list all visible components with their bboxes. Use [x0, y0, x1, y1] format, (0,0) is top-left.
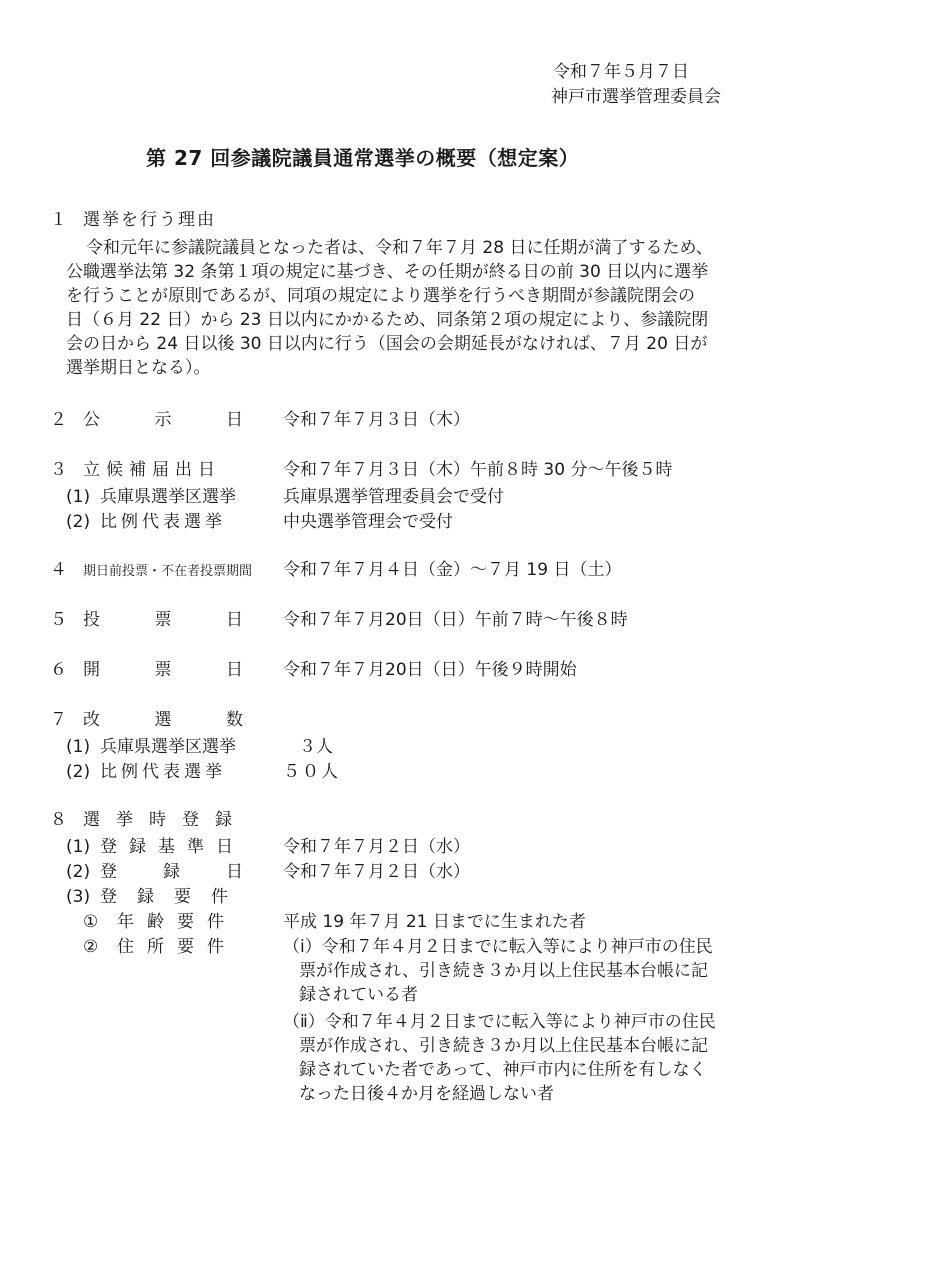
- subitem-label: 住所要件: [117, 937, 237, 957]
- section-8-label: 選挙時登録: [83, 810, 248, 830]
- section-5-label: [83, 608, 243, 632]
- item-label: 兵庫県選挙区選挙: [100, 737, 236, 757]
- item-mark: (1): [66, 737, 91, 757]
- section-7-label: [83, 708, 243, 732]
- body-line: 会の日から 24 日以後 30 日以内に行う（国会の会期延長がなければ、７月 20 日が: [66, 334, 708, 354]
- section-4-value: 令和７年７月４日（金）～７月 19 日（土）: [283, 560, 622, 580]
- label-char: 投: [83, 610, 100, 630]
- section-4-number: ４: [50, 560, 67, 580]
- subitem-mark: ②: [83, 937, 99, 957]
- item-mark: (1): [66, 837, 91, 857]
- condition-line: （ⅰ）令和７年４月２日までに転入等により神戸市の住民: [283, 937, 713, 957]
- section-1-body: [66, 236, 736, 380]
- label-char: 登: [100, 862, 117, 882]
- body-line: 令和元年に参議院議員となった者は、令和７年７月 28 日に任期が満了するため、: [86, 238, 713, 258]
- label-char: 開: [83, 660, 100, 680]
- label-char: 日: [226, 660, 243, 680]
- section-3-label: 立候補届出日: [83, 460, 221, 480]
- label-char: 改: [83, 710, 100, 730]
- item-mark: (2): [66, 862, 91, 882]
- issuer-name: 神戸市選挙管理委員会: [551, 87, 721, 107]
- section-2-number: ２: [50, 410, 67, 430]
- item-value: 令和７年７月２日（水）: [283, 862, 470, 882]
- body-line: 日（６月 22 日）から 23 日以内にかかるため、同条第２項の規定により、参議院閉: [66, 310, 709, 330]
- label-char: 数: [226, 710, 243, 730]
- body-line: 公職選挙法第 32 条第１項の規定に基づき、その任期が終る日の前 30 日以内に選挙: [66, 262, 709, 282]
- label-char: 票: [154, 660, 172, 680]
- section-4-label: 期日前投票・不在者投票期間: [83, 564, 253, 579]
- label-char: 日: [226, 610, 243, 630]
- condition-line: 票が作成され、引き続き３か月以上住民基本台帳に記: [299, 961, 709, 981]
- section-3-number: ３: [50, 460, 67, 480]
- section-2-value: 令和７年７月３日（木）: [283, 410, 470, 430]
- condition-line: （ⅱ）令和７年４月２日までに転入等により神戸市の住民: [283, 1012, 716, 1032]
- section-7-number: ７: [50, 710, 67, 730]
- item-label: 登録要件: [100, 887, 248, 907]
- subitem-label: 年齢要件: [117, 912, 237, 932]
- address-condition-1: [283, 935, 743, 1007]
- label-char: 日: [226, 410, 243, 430]
- section-6-label: [83, 658, 243, 682]
- item-value: 令和７年７月２日（水）: [283, 837, 470, 857]
- item-label: 比例代表選挙: [100, 512, 226, 532]
- item-mark: (1): [66, 487, 91, 507]
- item-mark: (2): [66, 762, 91, 782]
- label-char: 録: [163, 862, 180, 882]
- subitem-value: 平成 19 年７月 21 日までに生まれた者: [283, 912, 586, 932]
- item-label: 比例代表選挙: [100, 762, 226, 782]
- item-label: [100, 860, 243, 884]
- document-title: 第 27 回参議院議員通常選挙の概要（想定案）: [146, 146, 580, 170]
- item-label: 兵庫県選挙区選挙: [100, 487, 236, 507]
- condition-line: 票が作成され、引き続き３か月以上住民基本台帳に記: [299, 1036, 709, 1056]
- item-label: 登録基準日: [100, 837, 245, 857]
- label-char: 示: [154, 410, 172, 430]
- section-2-label: [83, 408, 243, 432]
- subitem-mark: ①: [83, 912, 99, 932]
- condition-line: 録されている者: [299, 985, 418, 1005]
- body-line: 選挙期日となる）。: [66, 358, 211, 378]
- section-5-value: 令和７年７月20日（日）午前７時～午後８時: [283, 610, 628, 630]
- item-mark: (3): [66, 887, 91, 907]
- condition-line: なった日後４か月を経過しない者: [299, 1084, 554, 1104]
- item-value: 中央選挙管理会で受付: [283, 512, 453, 532]
- section-1-heading: 選挙を行う理由: [83, 210, 216, 230]
- section-1-number: １: [50, 210, 67, 230]
- section-6-value: 令和７年７月20日（日）午後９時開始: [283, 660, 577, 680]
- item-value: 兵庫県選挙管理委員会で受付: [283, 487, 504, 507]
- label-char: 票: [154, 610, 172, 630]
- label-char: 日: [226, 862, 243, 882]
- address-condition-2: [283, 1010, 743, 1106]
- section-5-number: ５: [50, 610, 67, 630]
- item-value: ３人: [299, 737, 333, 757]
- section-6-number: ６: [50, 660, 67, 680]
- item-mark: (2): [66, 512, 91, 532]
- body-line: を行うことが原則であるが、同項の規定により選挙を行うべき期間が参議院閉会の: [66, 286, 695, 306]
- condition-line: 録されていた者であって、神戸市内に住所を有しなく: [299, 1060, 707, 1080]
- label-char: 公: [83, 410, 100, 430]
- section-3-value: 令和７年７月３日（木）午前８時 30 分～午後５時: [283, 460, 673, 480]
- label-char: 選: [154, 710, 172, 730]
- section-8-number: ８: [50, 810, 67, 830]
- item-value: ５０人: [283, 762, 340, 782]
- document-date: 令和７年５月７日: [553, 62, 689, 82]
